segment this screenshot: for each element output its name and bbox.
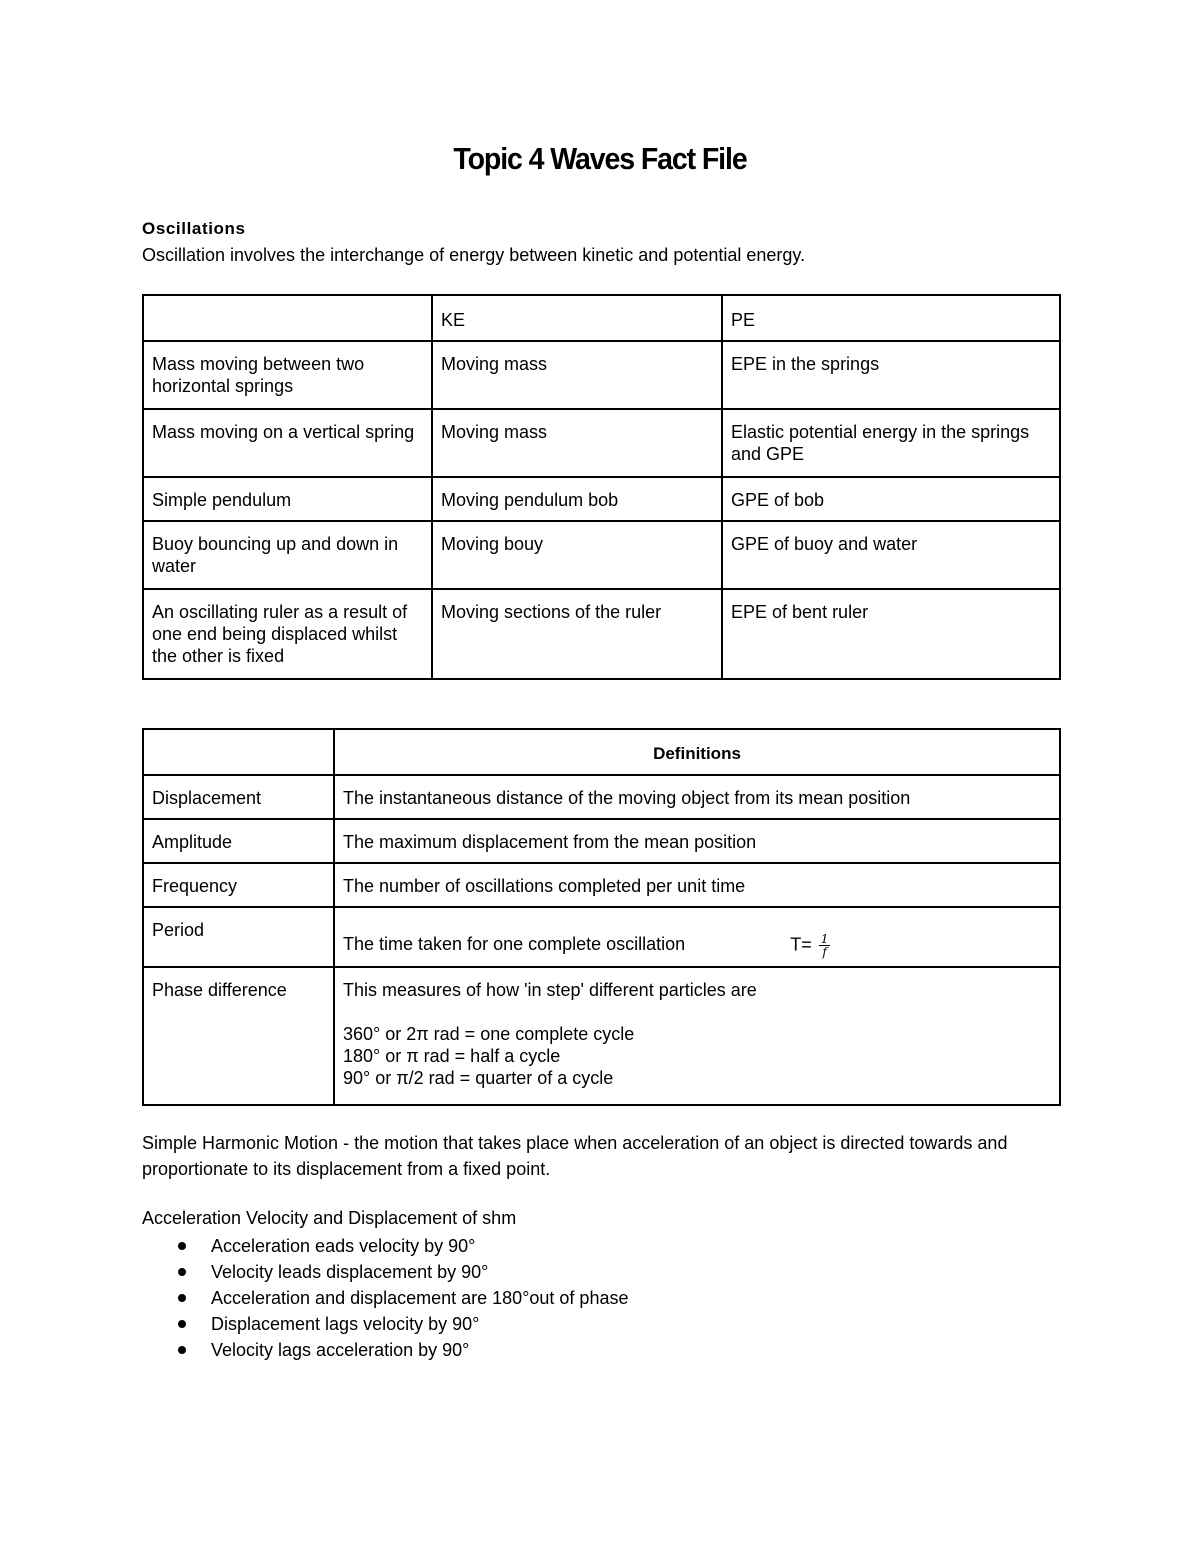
period-formula <box>790 933 830 958</box>
table-row <box>143 521 1060 589</box>
definition-text: The number of oscillations completed per unit time <box>334 863 1060 907</box>
bullet-text: Velocity leads displacement by 90° <box>211 1262 489 1282</box>
definition-term: Period <box>143 907 334 967</box>
phase-line: 90° or π/2 rad = quarter of a cycle <box>343 1068 614 1088</box>
bullet-text: Velocity lags acceleration by 90° <box>211 1340 470 1360</box>
energy-ke-cell: Moving bouy <box>432 521 722 589</box>
period-fraction <box>819 933 831 958</box>
energy-system-cell: Mass moving on a vertical spring <box>143 409 432 477</box>
list-item <box>142 1337 628 1363</box>
energy-header-pe: PE <box>722 295 1060 341</box>
energy-ke-cell: Moving mass <box>432 409 722 477</box>
bullet-text: Acceleration and displacement are 180°out of phase <box>211 1288 629 1308</box>
energy-system-cell: Buoy bouncing up and down in water <box>143 521 432 589</box>
table-row <box>143 967 1060 1105</box>
table-row <box>143 477 1060 521</box>
bullet-icon <box>178 1268 186 1276</box>
list-item <box>142 1233 628 1259</box>
page-title: Topic 4 Waves Fact File <box>453 141 747 176</box>
period-fraction-numerator: 1 <box>820 932 829 946</box>
oscillations-heading: Oscillations <box>142 219 246 238</box>
definition-text: The maximum displacement from the mean position <box>334 819 1060 863</box>
bullet-text: Acceleration eads velocity by 90° <box>211 1236 476 1256</box>
definitions-header-blank <box>143 729 334 775</box>
energy-table <box>142 294 1061 680</box>
period-fraction-denominator: f <box>822 945 827 959</box>
energy-ke-cell: Moving mass <box>432 341 722 409</box>
energy-ke-cell: Moving sections of the ruler <box>432 589 722 679</box>
bullet-text: Displacement lags velocity by 90° <box>211 1314 480 1334</box>
energy-system-cell: Simple pendulum <box>143 477 432 521</box>
energy-header-system <box>143 295 432 341</box>
definition-text: The instantaneous distance of the moving object from its mean position <box>334 775 1060 819</box>
definitions-header-row <box>143 729 1060 775</box>
energy-pe-cell: Elastic potential energy in the springs and GPE <box>722 409 1060 477</box>
definition-phase-cell <box>334 967 1060 1105</box>
energy-pe-cell: EPE in the springs <box>722 341 1060 409</box>
table-row <box>143 907 1060 967</box>
table-row <box>143 589 1060 679</box>
table-row <box>143 819 1060 863</box>
phase-line: 180° or π rad = half a cycle <box>343 1046 561 1066</box>
definition-term: Frequency <box>143 863 334 907</box>
table-row <box>143 775 1060 819</box>
definition-text: This measures of how 'in step' different particles are <box>343 980 757 1000</box>
energy-pe-cell: GPE of bob <box>722 477 1060 521</box>
energy-ke-cell: Moving pendulum bob <box>432 477 722 521</box>
avd-bullet-list <box>142 1233 628 1363</box>
phase-spacer <box>343 1001 1051 1023</box>
avd-heading: Acceleration Velocity and Displacement of shm <box>142 1208 517 1228</box>
definitions-header: Definitions <box>334 729 1060 775</box>
list-item <box>142 1259 628 1285</box>
list-item <box>142 1285 628 1311</box>
bullet-icon <box>178 1294 186 1302</box>
definition-period-cell <box>334 907 1060 967</box>
definition-term: Displacement <box>143 775 334 819</box>
energy-pe-cell: EPE of bent ruler <box>722 589 1060 679</box>
energy-header-ke: KE <box>432 295 722 341</box>
list-item <box>142 1311 628 1337</box>
table-row <box>143 409 1060 477</box>
period-formula-prefix: T= <box>790 934 812 955</box>
energy-pe-cell: GPE of buoy and water <box>722 521 1060 589</box>
table-row <box>143 863 1060 907</box>
oscillations-intro: Oscillation involves the interchange of energy between kinetic and potential energy. <box>142 245 806 265</box>
definition-term: Amplitude <box>143 819 334 863</box>
bullet-icon <box>178 1346 186 1354</box>
shm-definition: Simple Harmonic Motion - the motion that takes place when acceleration of an object is directed towards and proportionate to its displacement from a fixed point. <box>142 1133 1008 1179</box>
definition-term: Phase difference <box>143 967 334 1105</box>
definition-text: The time taken for one complete oscillation <box>343 934 686 955</box>
bullet-icon <box>178 1242 186 1250</box>
energy-table-header-row <box>143 295 1060 341</box>
energy-system-cell: Mass moving between two horizontal springs <box>143 341 432 409</box>
phase-line: 360° or 2π rad = one complete cycle <box>343 1024 635 1044</box>
bullet-icon <box>178 1320 186 1328</box>
table-row <box>143 341 1060 409</box>
energy-system-cell: An oscillating ruler as a result of one end being displaced whilst the other is fixed <box>143 589 432 679</box>
definitions-table <box>142 728 1061 1106</box>
